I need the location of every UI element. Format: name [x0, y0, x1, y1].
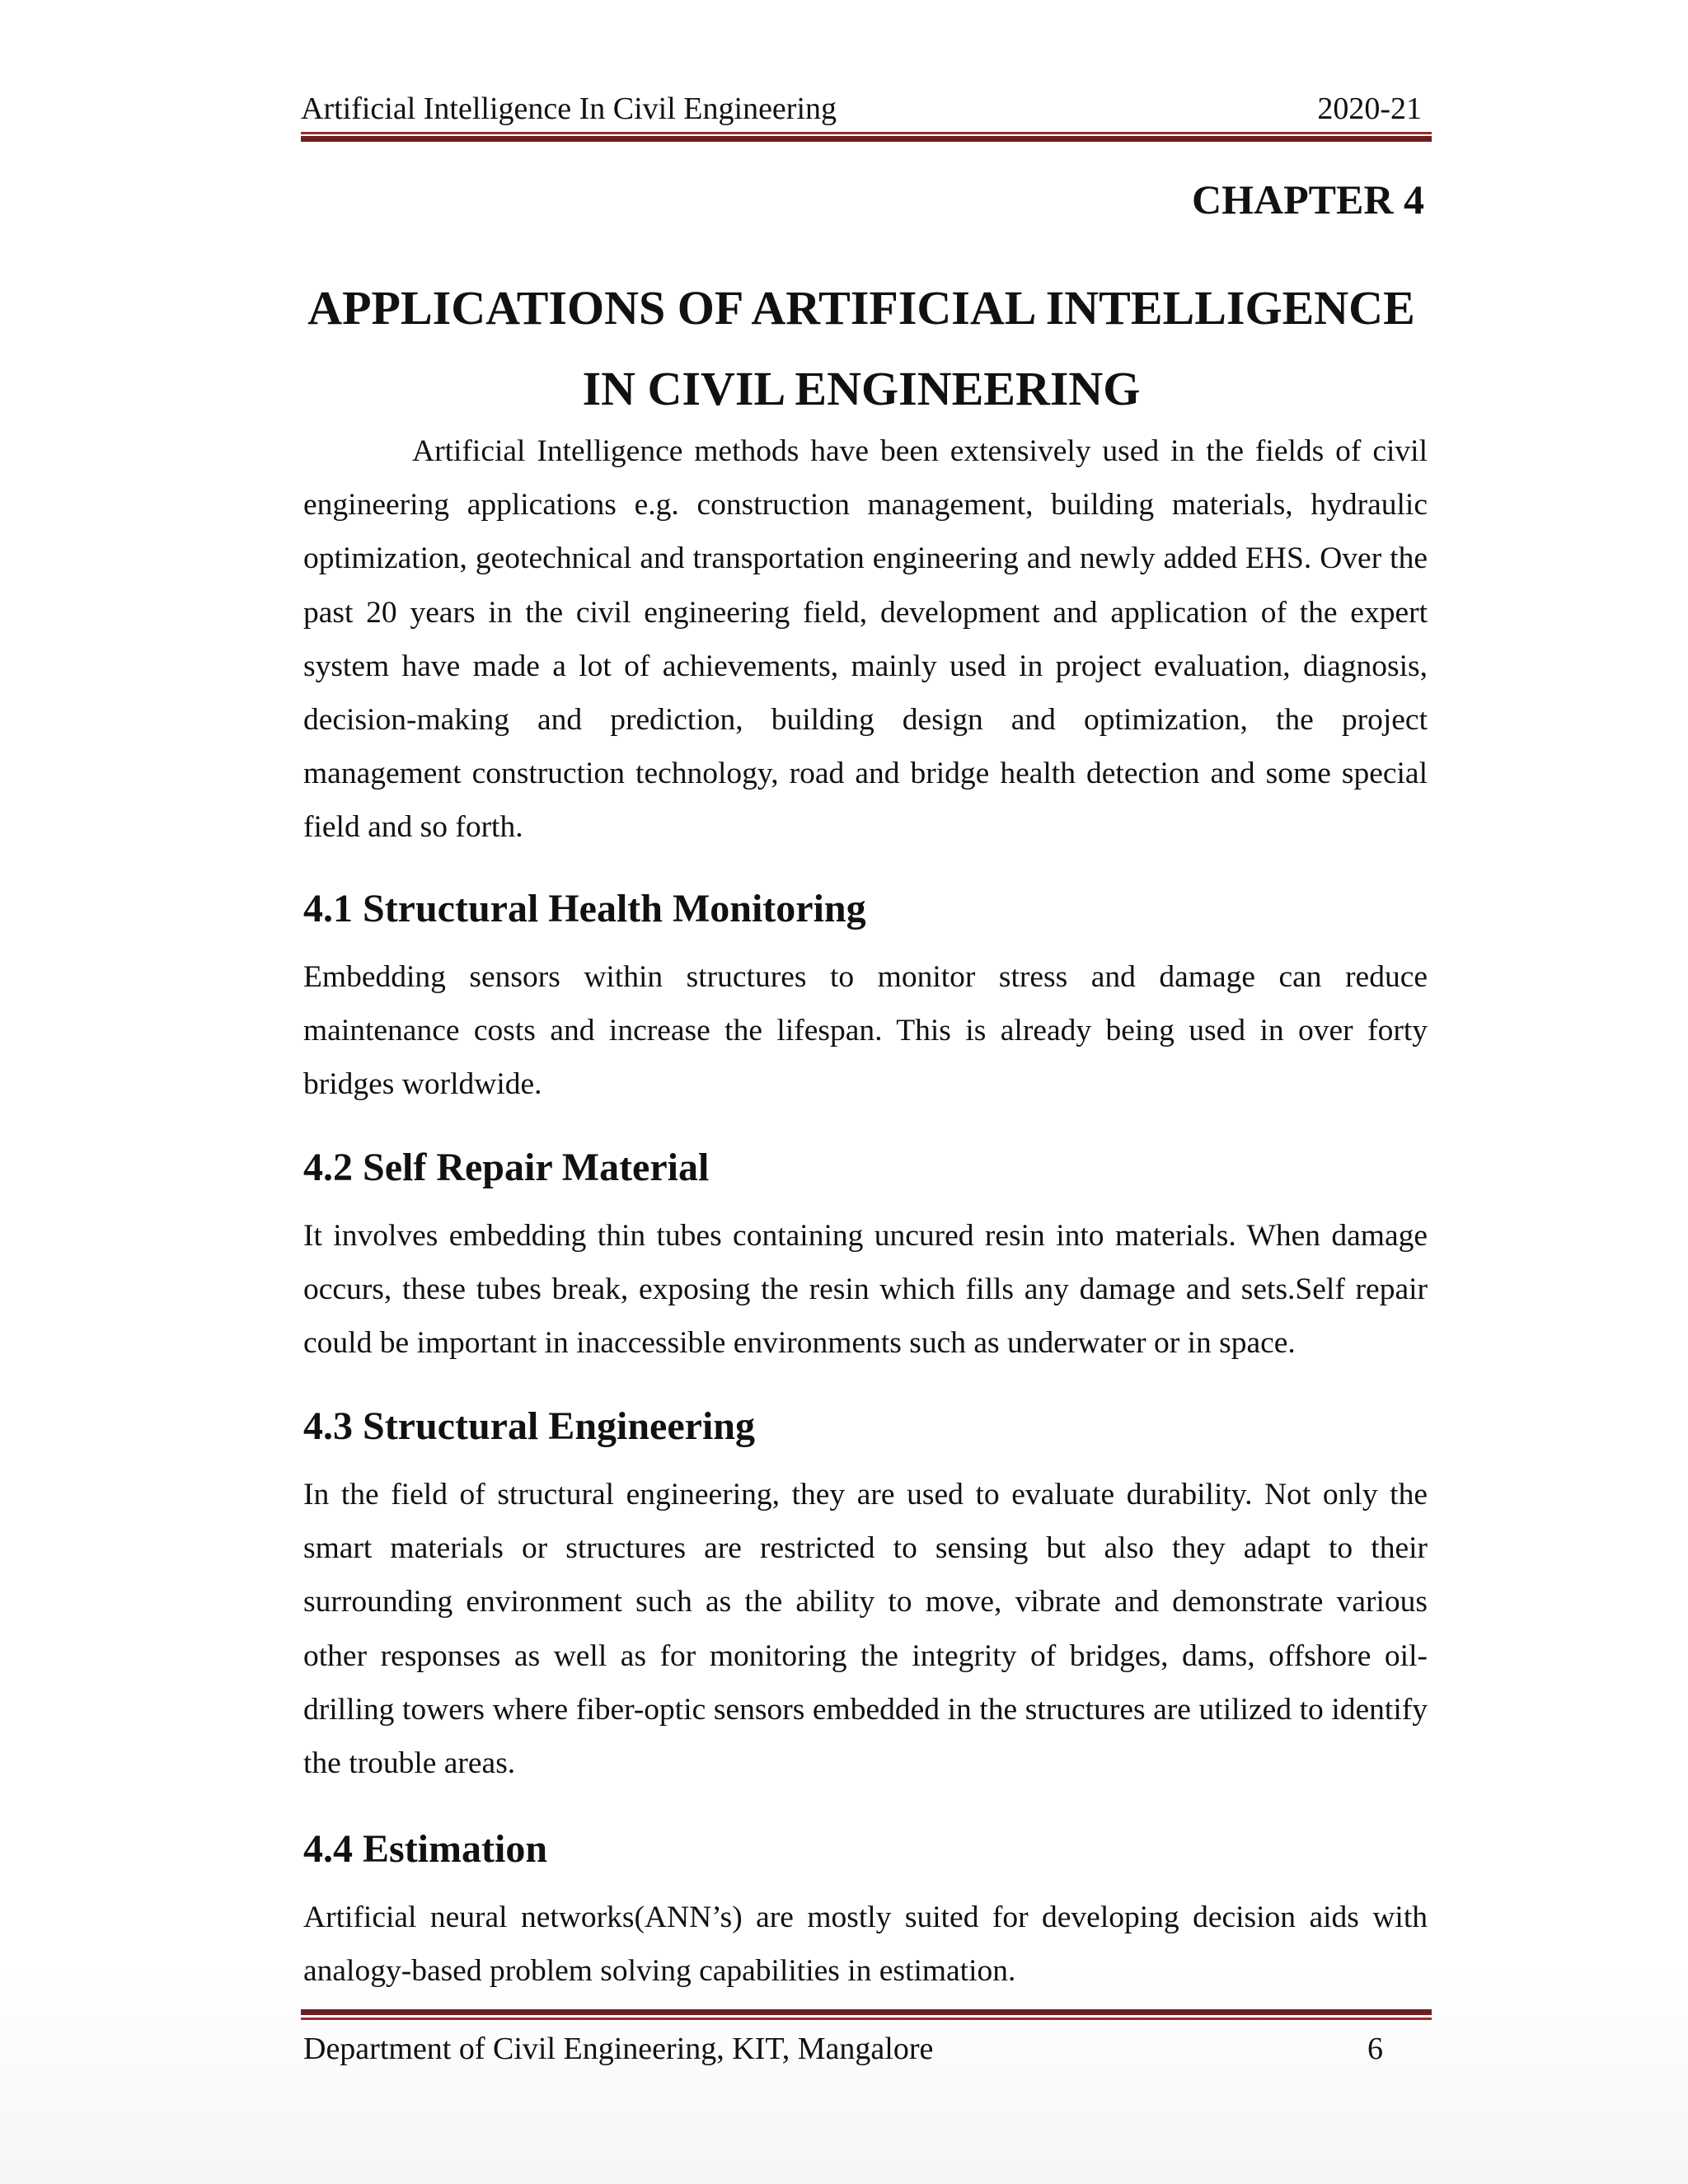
- section-heading-4-3: 4.3 Structural Engineering: [303, 1404, 755, 1448]
- section-heading-4-1: 4.1 Structural Health Monitoring: [303, 887, 866, 930]
- header-rule-thin: [301, 132, 1432, 134]
- section-body-4-4: Artificial neural networks(ANN’s) are mostly suited for developing decision aids with analogy-based problem solving capabilities in estimation.: [303, 1900, 1428, 1989]
- footer-rule-thick: [301, 2009, 1432, 2015]
- chapter-title-line-2: IN CIVIL ENGINEERING: [582, 362, 1141, 415]
- chapter-title: [301, 268, 1422, 429]
- header-year: 2020-21: [1317, 91, 1422, 126]
- section-heading-4-4: 4.4 Estimation: [303, 1827, 548, 1871]
- footer-department: Department of Civil Engineering, KIT, Mangalore: [303, 2032, 934, 2066]
- chapter-title-line-1: APPLICATIONS OF ARTIFICIAL INTELLIGENCE: [307, 281, 1415, 335]
- header-title: Artificial Intelligence In Civil Engineering: [301, 91, 837, 126]
- section-body-4-3: In the field of structural engineering, they are used to evaluate durability. Not only the smart materials or structures are restricted to sensing but also they adapt to their surrounding environment such as the ability to move, vibrate and demonstrate various other responses as well as for monitoring the integrity of bridges, dams, offshore oil-drilling towers where fiber-optic sensors embedded in the structures are utilized to identify the trouble areas.: [303, 1478, 1428, 1781]
- intro-paragraph: Artificial Intelligence methods have been extensively used in the fields of civil engineering applications e.g. construction management, building materials, hydraulic optimization, geotechnical and transportation engineering and newly added EHS. Over the past 20 years in the civil engineering field, development and application of the expert system have made a lot of achievements, mainly used in project evaluation, diagnosis, decision-making and prediction, building design and optimization, the project management construction technology, road and bridge health detection and some special field and so forth.: [303, 434, 1428, 845]
- header-rule-thick: [301, 136, 1432, 142]
- footer-rule-thin: [301, 2018, 1432, 2020]
- section-body-4-1: Embedding sensors within structures to monitor stress and damage can reduce maintenance costs and increase the lifespan. This is already being used in over forty bridges worldwide.: [303, 960, 1428, 1102]
- running-footer: [303, 2027, 1383, 2070]
- section-body-4-2: It involves embedding thin tubes containing uncured resin into materials. When damage occurs, these tubes break, exposing the resin which fills any damage and sets.Self repair could be important in inaccessible environments such as underwater or in space.: [303, 1219, 1428, 1361]
- chapter-label: CHAPTER 4: [1192, 176, 1424, 223]
- page-number: 6: [1367, 2032, 1383, 2066]
- section-heading-4-2: 4.2 Self Repair Material: [303, 1146, 710, 1189]
- running-header: [301, 87, 1422, 130]
